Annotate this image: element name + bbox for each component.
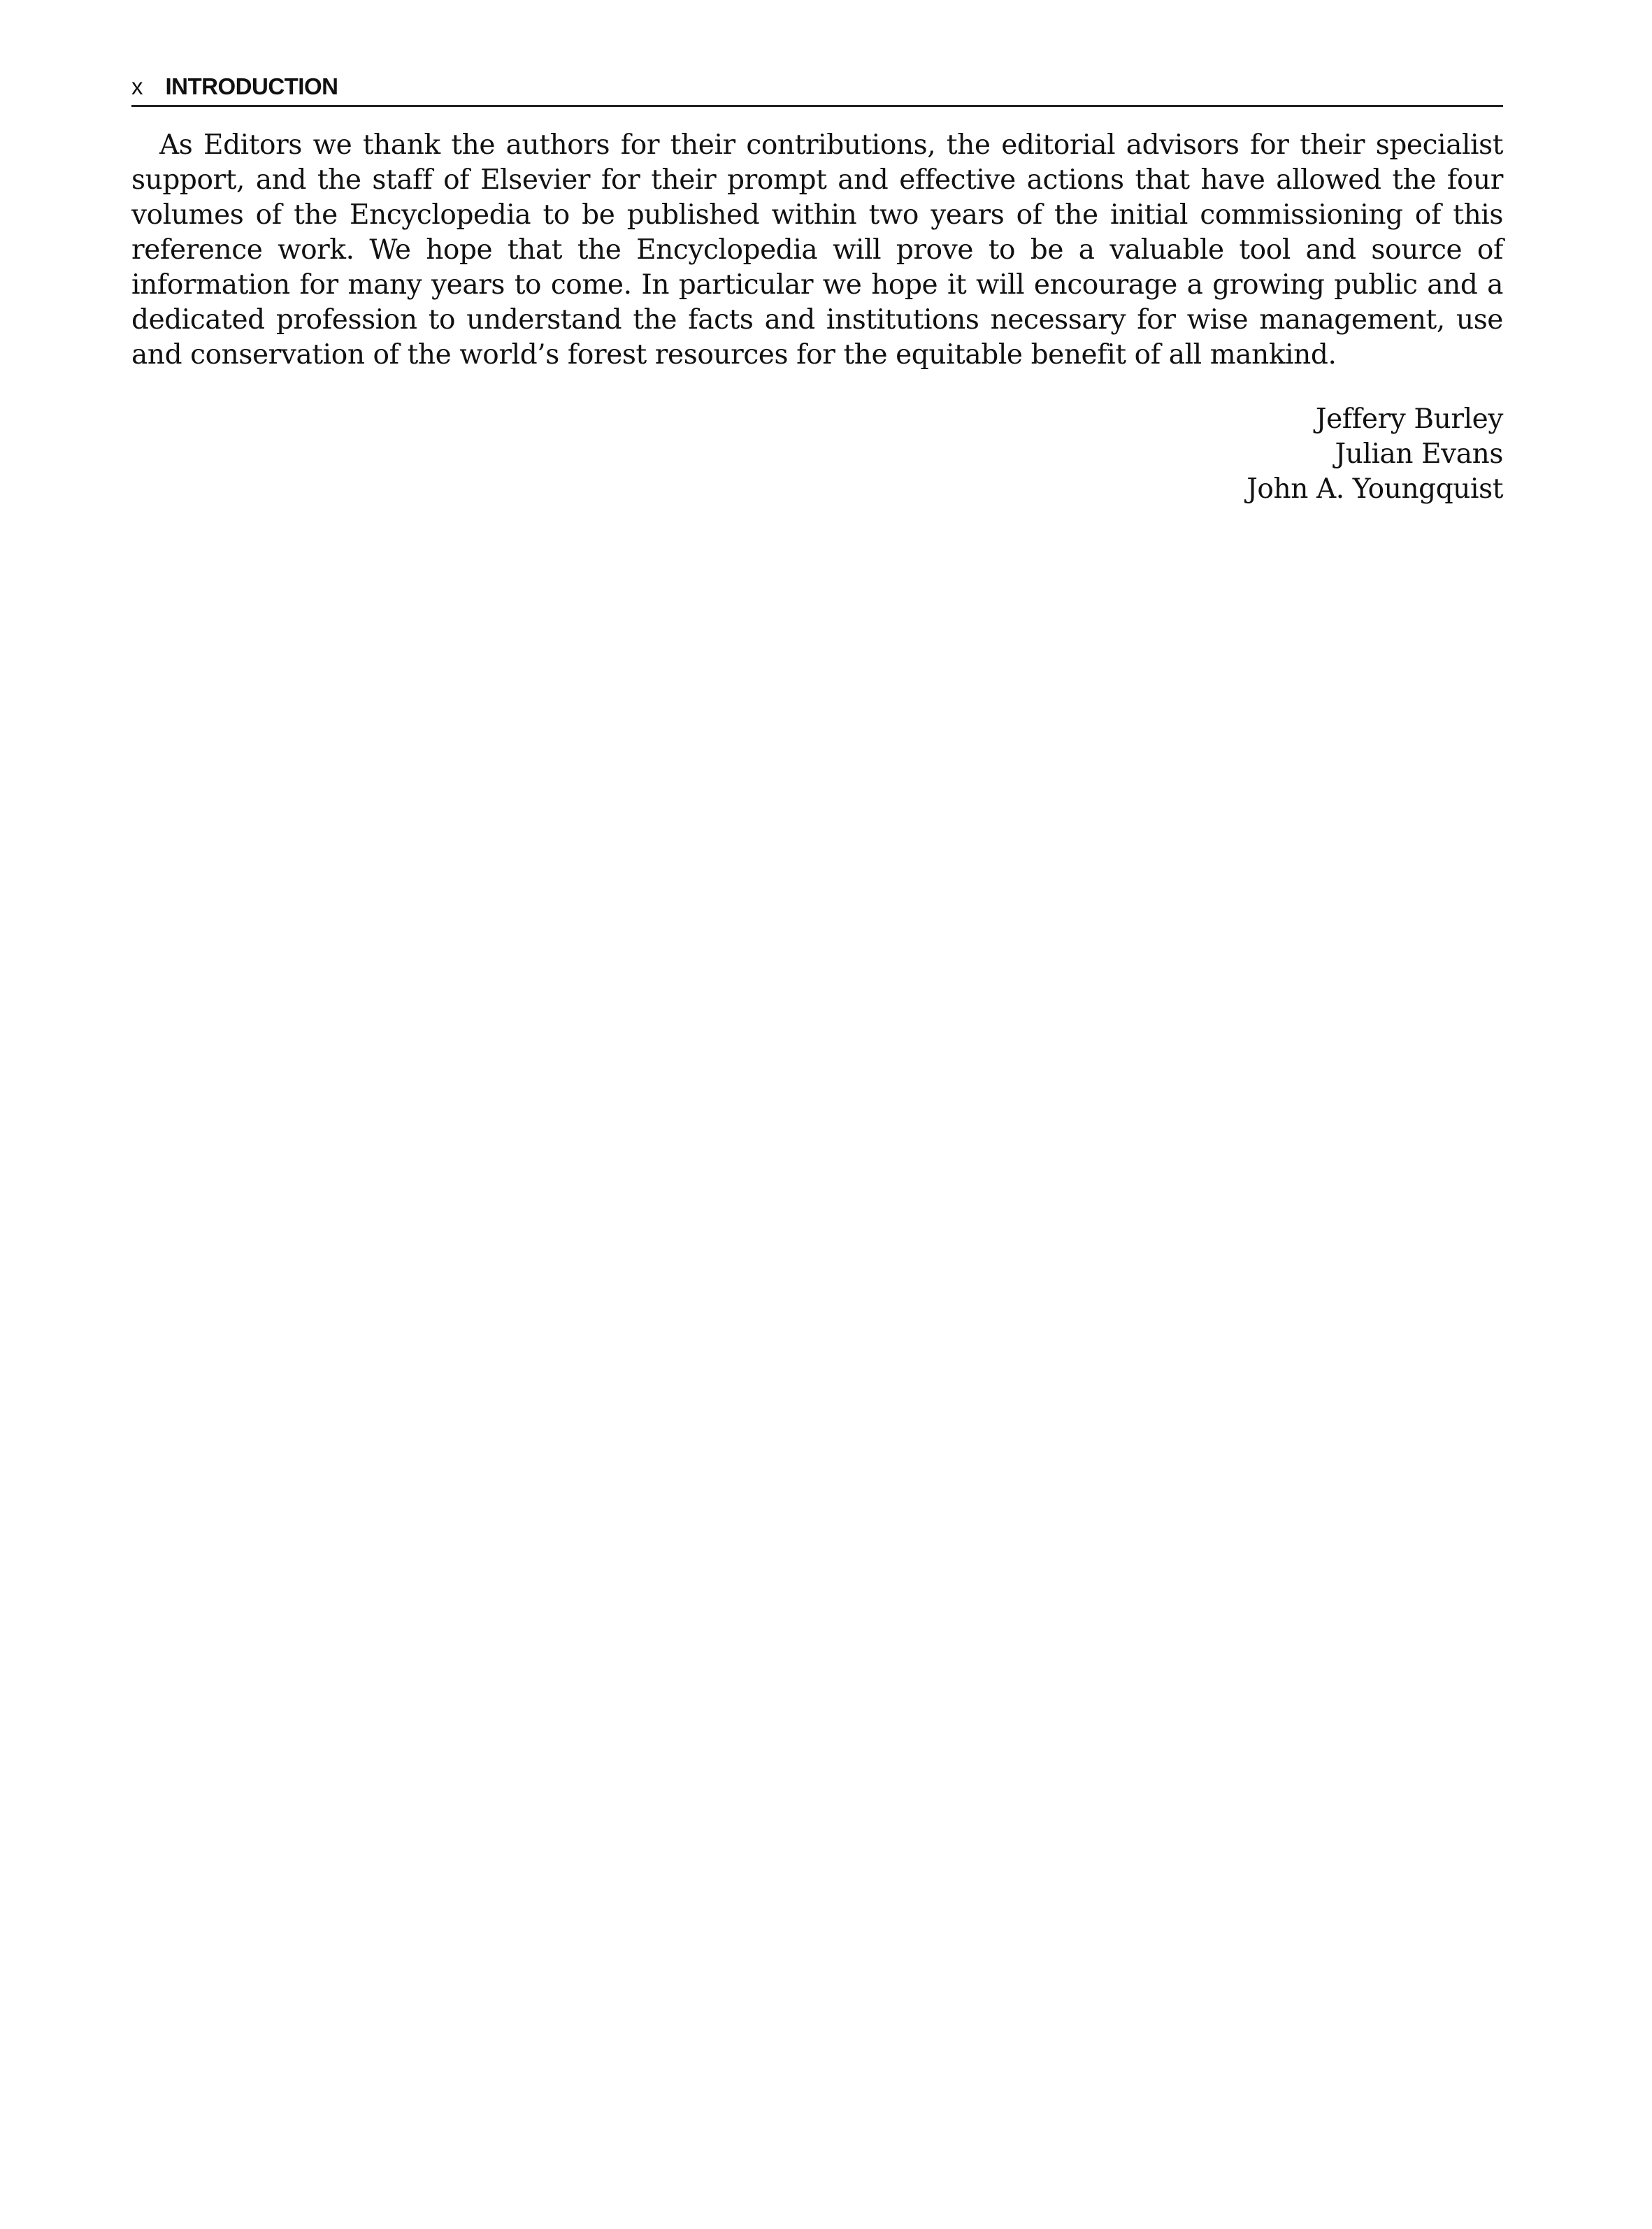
section-title: INTRODUCTION — [165, 73, 338, 99]
editor-name: John A. Youngquist — [1247, 473, 1503, 505]
body-paragraph: As Editors we thank the authors for their contributions, the editorial advisors for their specialist support, and the staff of Elsevier for their prompt and effective actions that have allowed the four volumes of the Encyclopedia to be published within two years of the initial commissioning of this reference work. We hope that the Encyclopedia will prove to be a valuable tool and source of information for many years to come. In particular we hope it will encourage a growing public and a dedicated profession to understand the facts and institutions necessary for wise management, use and conservation of the world’s forest resources for the equitable benefit of all mankind. — [131, 129, 1503, 371]
editor-signatures — [131, 402, 1503, 507]
page-number: x — [131, 73, 143, 99]
editor-name: Jeffery Burley — [1315, 403, 1503, 435]
page — [131, 69, 1503, 507]
running-head — [131, 69, 1503, 107]
editor-name: Julian Evans — [1335, 438, 1503, 470]
